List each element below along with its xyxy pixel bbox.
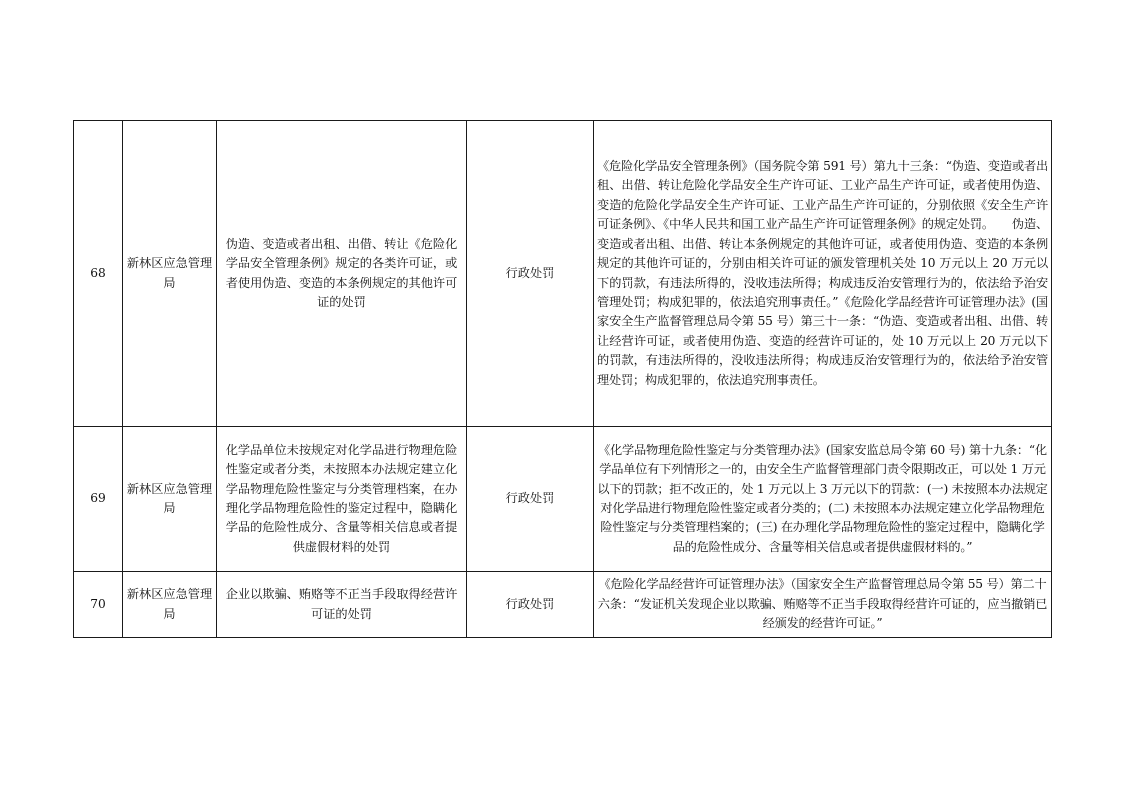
legal-basis-cell: 《危险化学品安全管理条例》（国务院令第 591 号）第九十三条：“伪造、变造或者出租、出借、转让危险化学品安全生产许可证、工业产品生产许可证，或者使用伪造、变造的危险化学品安全生产许可证、工业产品生产许可证的，分别依照《安全生产许可证条例》、《中华人民共和国工业产品生产许可证管理条例》的规定处罚。 伪造、变造或者出租、出借、转让本条例规定的其他许可证，或者使用伪造、变造的本条例规定的其他许可证的，分别由相关许可证的颁发管理机关处 10 万元以上 20 万元以下的罚款，有违法所得的，没收违法所得；构成违反治安管理行为的，依法给予治安管理处罚；构成犯罪的，依法追究刑事责任。”《危险化学品经营许可证管理办法》(国家安全生产监督管理总局令第 55 号）第三十一条：“伪造、变造或者出租、出借、转让经营许可证，或者使用伪造、变造的经营许可证的，处 10 万元以上 20 万元以下的罚款，有违法所得的，没收违法所得；构成违反治安管理行为的，依法给予治安管理处罚；构成犯罪的，依法追究刑事责任。 <box>594 121 1052 427</box>
department-cell: 新林区应急管理局 <box>123 121 217 427</box>
row-number: 68 <box>74 121 123 427</box>
table-row <box>74 121 1052 427</box>
table-row <box>74 572 1052 638</box>
item-cell: 企业以欺骗、贿赂等不正当手段取得经营许可证的处罚 <box>217 572 467 638</box>
legal-basis-cell: 《化学品物理危险性鉴定与分类管理办法》(国家安监总局令第 60 号) 第十九条：“化学品单位有下列情形之一的，由安全生产监督管理部门责令限期改正，可以处 1 万元以下的罚款；拒不改正的，处 1 万元以上 3 万元以下的罚款：(一) 未按照本办法规定对化学品进行物理危险性鉴定或者分类的；(二) 未按照本办法规定建立化学品物理危险性鉴定与分类管理档案的；(三) 在办理化学品物理危险性的鉴定过程中，隐瞒化学品的危险性成分、含量等相关信息或者提供虚假材料的。” <box>594 427 1052 572</box>
type-cell: 行政处罚 <box>467 427 594 572</box>
item-cell: 伪造、变造或者出租、出借、转让《危险化学品安全管理条例》规定的各类许可证，或者使用伪造、变造的本条例规定的其他许可证的处罚 <box>217 121 467 427</box>
row-number: 69 <box>74 427 123 572</box>
item-cell: 化学品单位未按规定对化学品进行物理危险性鉴定或者分类，未按照本办法规定建立化学品物理危险性鉴定与分类管理档案，在办理化学品物理危险性的鉴定过程中，隐瞒化学品的危险性成分、含量等相关信息或者提供虚假材料的处罚 <box>217 427 467 572</box>
department-cell: 新林区应急管理局 <box>123 427 217 572</box>
department-cell: 新林区应急管理局 <box>123 572 217 638</box>
legal-basis-cell: 《危险化学品经营许可证管理办法》（国家安全生产监督管理总局令第 55 号）第二十六条：“发证机关发现企业以欺骗、贿赂等不正当手段取得经营许可证的，应当撤销已经颁发的经营许可证。” <box>594 572 1052 638</box>
penalty-table <box>73 120 1052 638</box>
table-row <box>74 427 1052 572</box>
type-cell: 行政处罚 <box>467 121 594 427</box>
row-number: 70 <box>74 572 123 638</box>
type-cell: 行政处罚 <box>467 572 594 638</box>
